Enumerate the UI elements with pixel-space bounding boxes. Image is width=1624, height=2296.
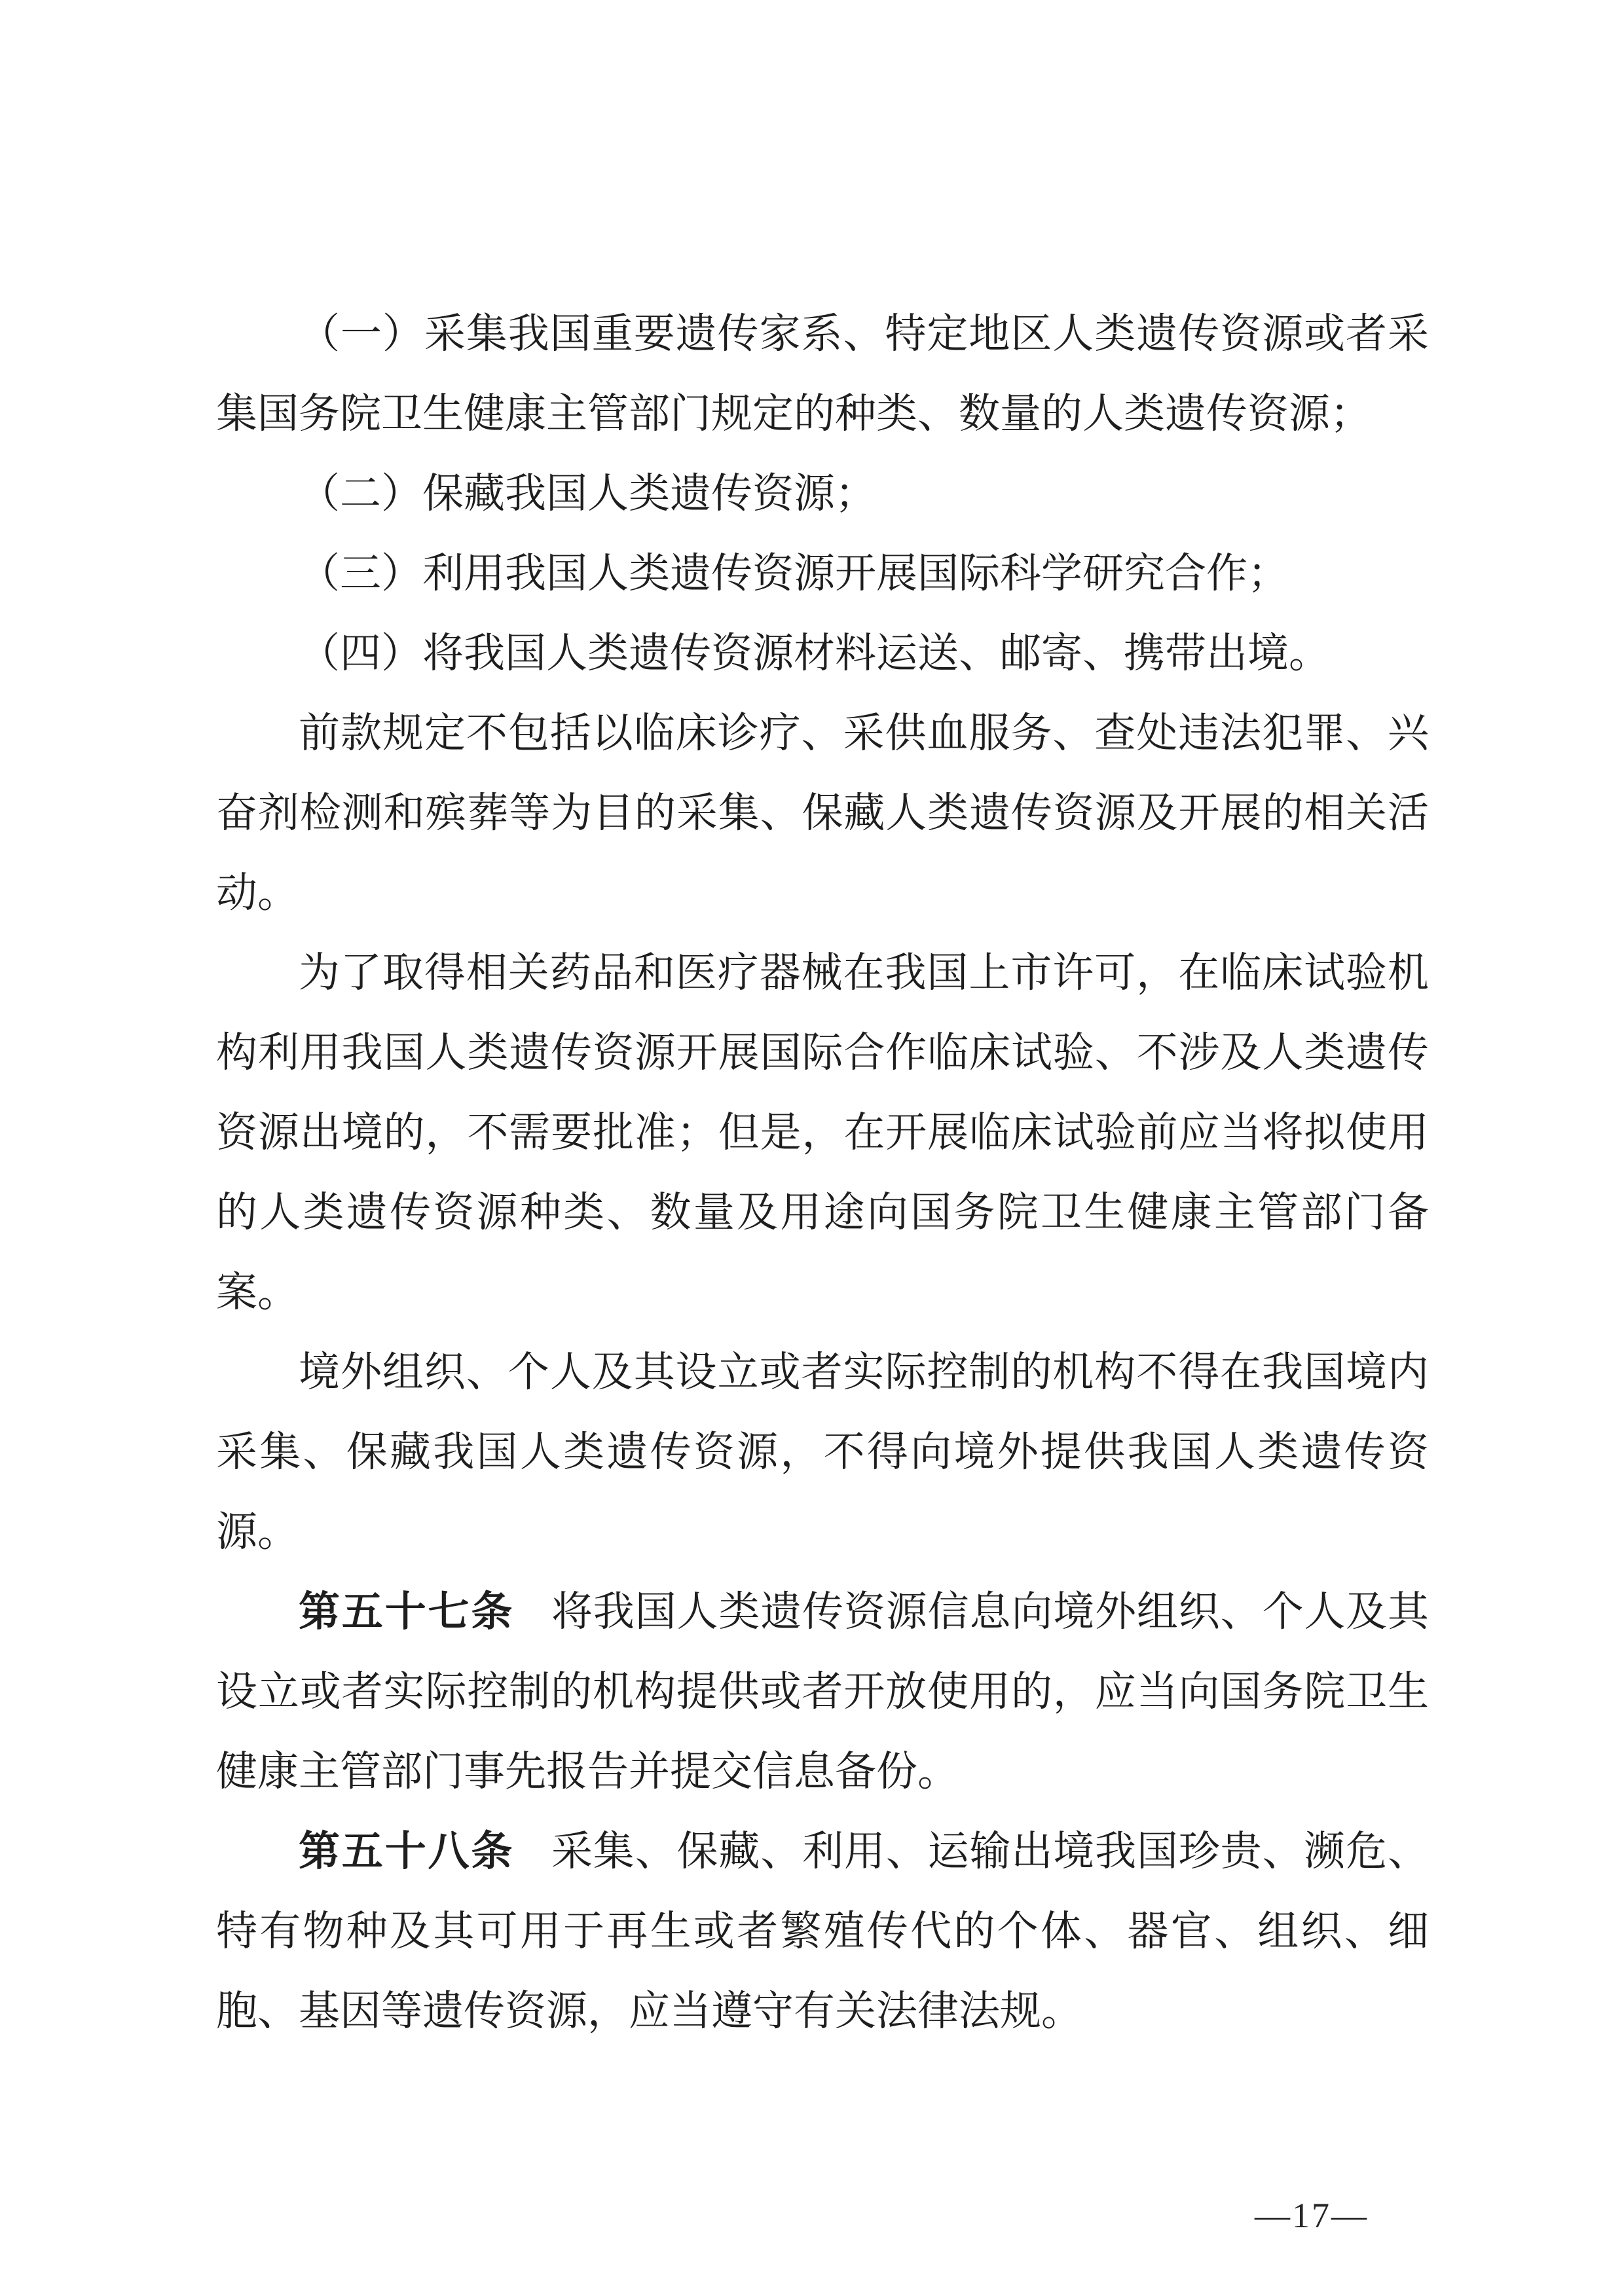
paragraph-text: 将我国人类遗传资源信息向境外组织、个人及其设立或者实际控制的机构提供或者开放使用的，应当向国务院卫生健康主管部门事先报告并提交信息备份。 [216, 1589, 1430, 1795]
paragraph [216, 534, 1429, 613]
document-body [216, 294, 1429, 2051]
paragraph-text: 为了取得相关药品和医疗器械在我国上市许可，在临床试验机构利用我国人类遗传资源开展国际合作临床试验、不涉及人类遗传资源出境的，不需要批准；但是，在开展临床试验前应当将拟使用的人类遗传资源种类、数量及用途向国务院卫生健康主管部门备案。 [216, 950, 1429, 1315]
article-number: 第五十七条 [299, 1589, 515, 1635]
paragraph [216, 693, 1429, 933]
paragraph [216, 294, 1429, 454]
paragraph [216, 1332, 1429, 1572]
paragraph [216, 933, 1429, 1332]
article-number: 第五十八条 [299, 1829, 515, 1874]
paragraph-text: （一）采集我国重要遗传家系、特定地区人类遗传资源或者采集国务院卫生健康主管部门规定的种类、数量的人类遗传资源； [216, 311, 1429, 437]
paragraph-text: （四）将我国人类遗传资源材料运送、邮寄、携带出境。 [299, 630, 1330, 676]
paragraph-text: （二）保藏我国人类遗传资源； [299, 471, 876, 517]
page-number: —17— [1255, 2196, 1369, 2235]
paragraph-text: 境外组织、个人及其设立或者实际控制的机构不得在我国境内采集、保藏我国人类遗传资源，不得向境外提供我国人类遗传资源。 [216, 1349, 1429, 1555]
paragraph-text: 采集、保藏、利用、运输出境我国珍贵、濒危、特有物种及其可用于再生或者繁殖传代的个体、器官、组织、细胞、基因等遗传资源，应当遵守有关法律法规。 [216, 1829, 1430, 2034]
paragraph [216, 1812, 1429, 2051]
paragraph [216, 454, 1429, 534]
paragraph-text: （三）利用我国人类遗传资源开展国际科学研究合作； [299, 551, 1289, 596]
paragraph [216, 613, 1429, 693]
paragraph-text: 前款规定不包括以临床诊疗、采供血服务、查处违法犯罪、兴奋剂检测和殡葬等为目的采集、保藏人类遗传资源及开展的相关活动。 [216, 710, 1429, 916]
paragraph [216, 1572, 1429, 1812]
